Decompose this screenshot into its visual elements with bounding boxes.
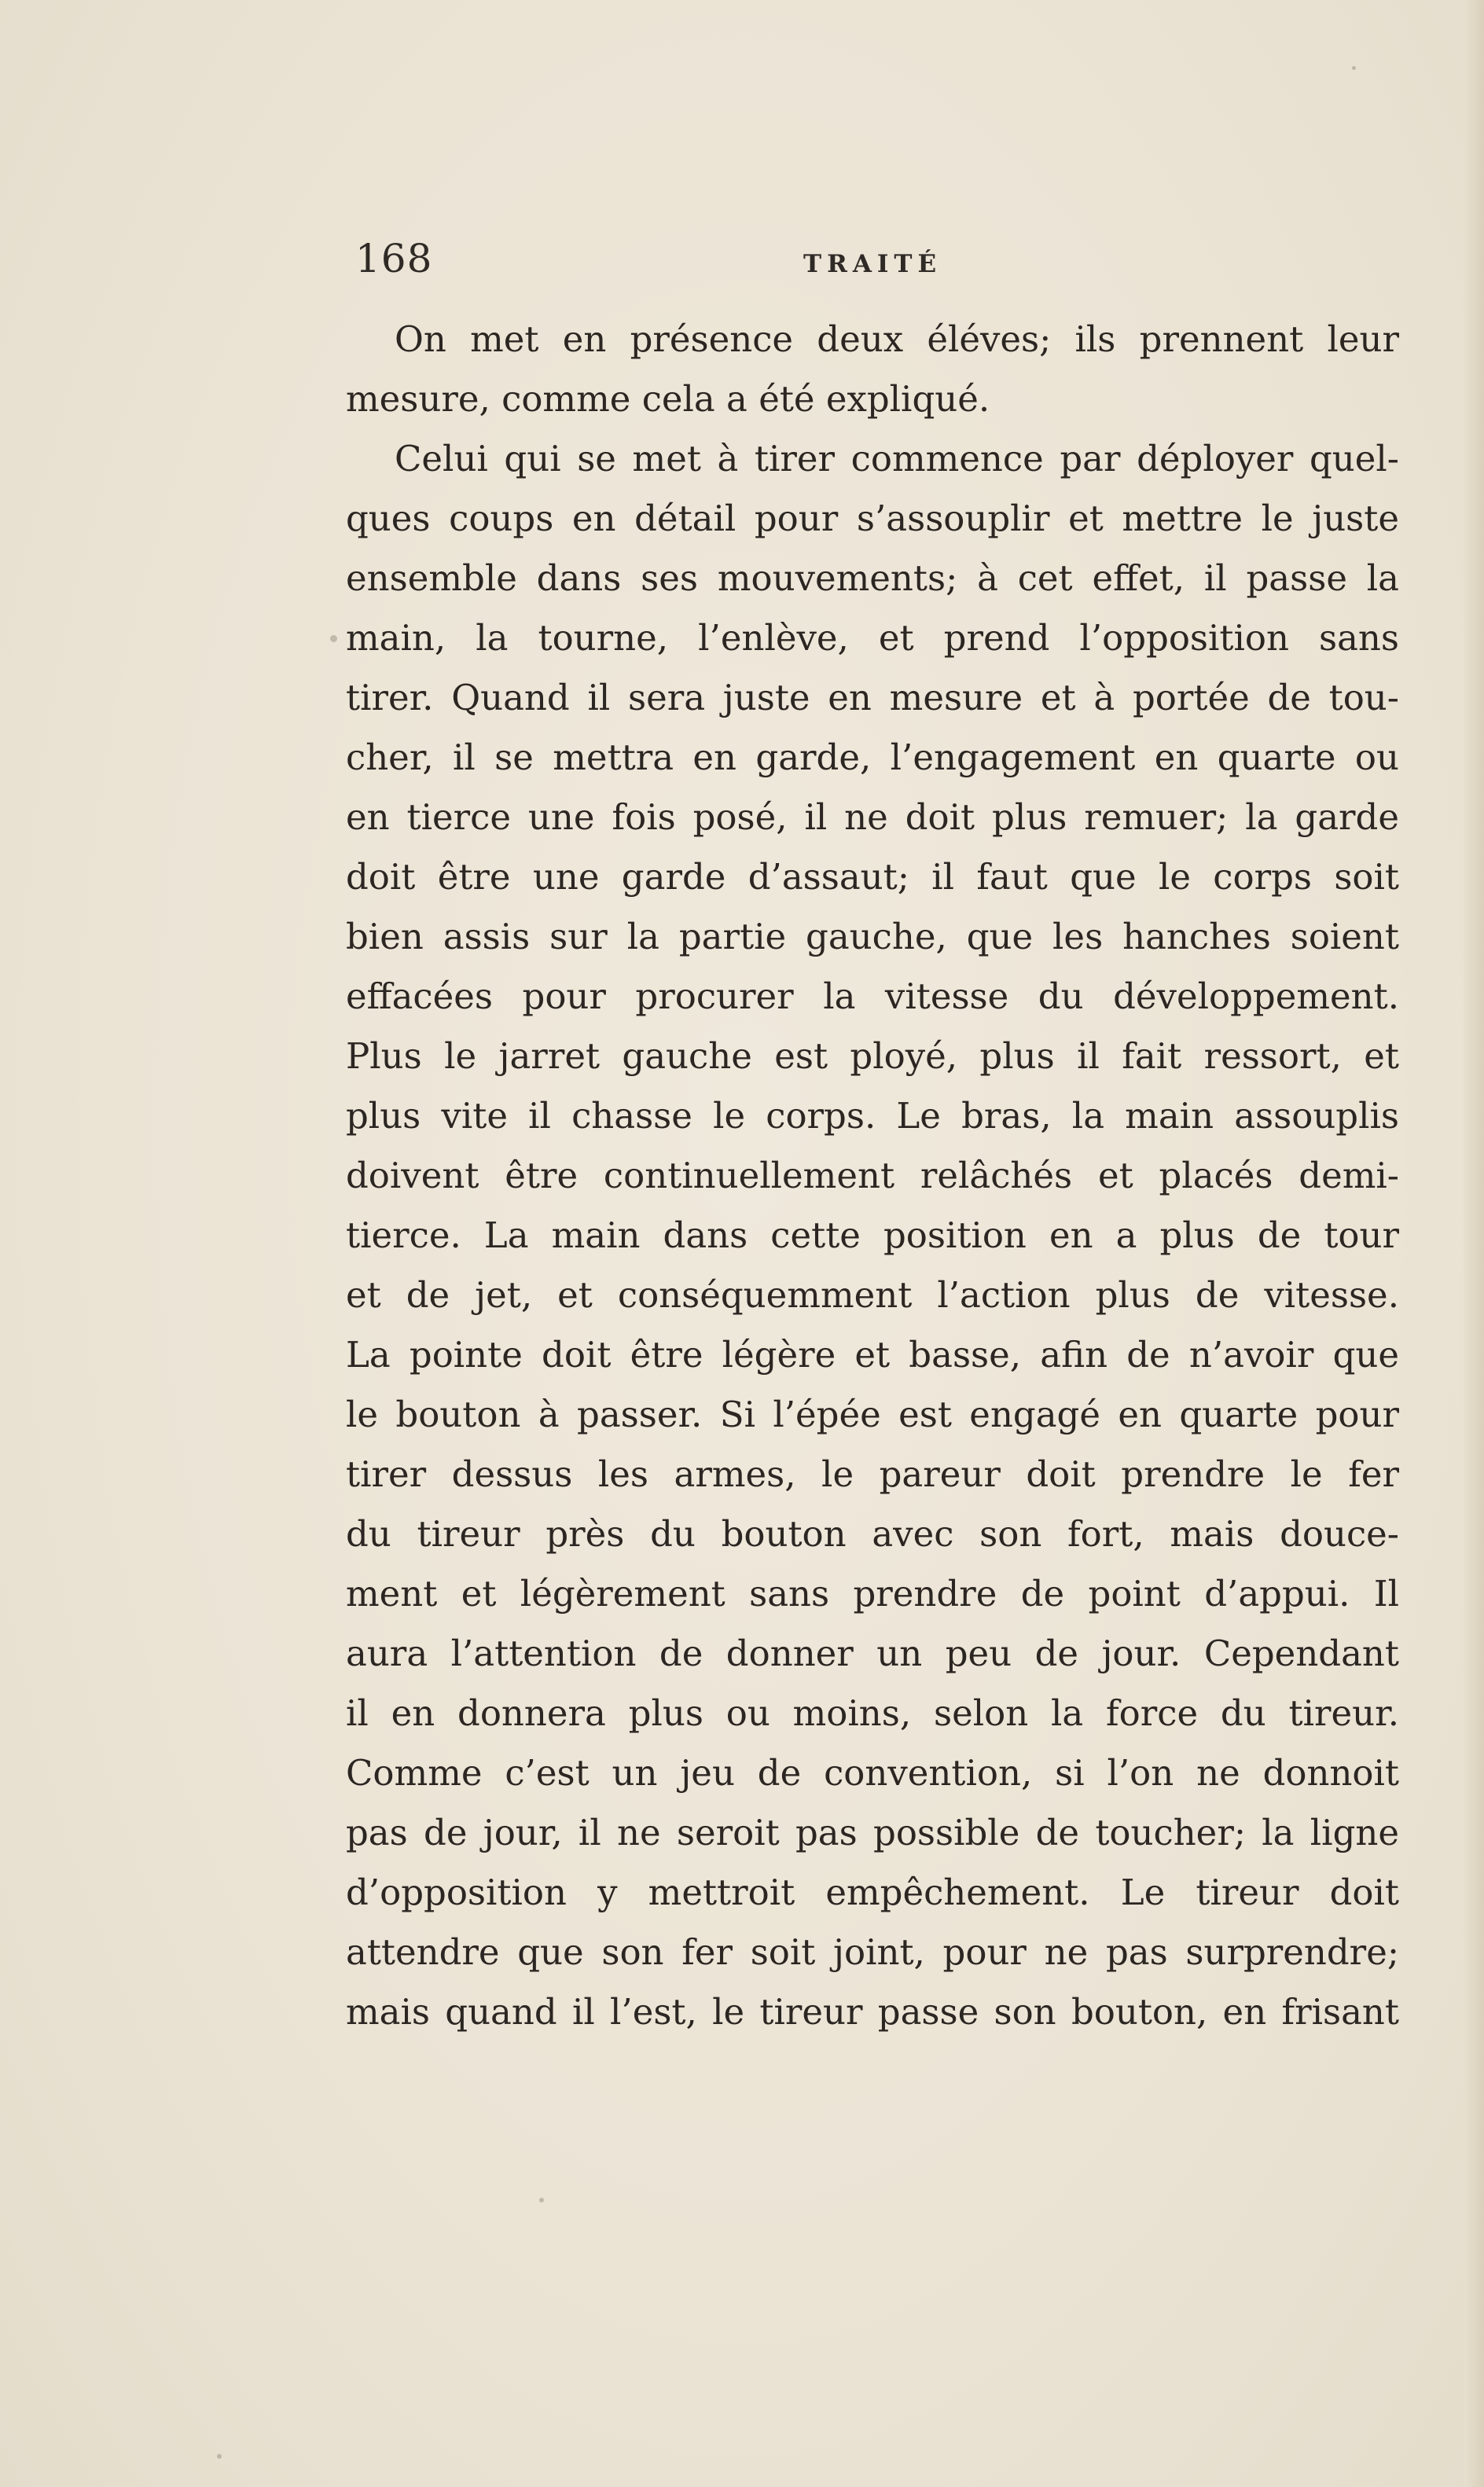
- text-line: attendre que son fer soit joint, pour ne pas surprendre;: [346, 1931, 1399, 1973]
- text-line: en tierce une fois posé, il ne doit plus remuer; la garde: [346, 796, 1399, 838]
- text-line: main, la tourne, l’enlève, et prend l’opposition sans: [346, 617, 1399, 659]
- body-text: [346, 310, 1399, 2042]
- text-line: ensemble dans ses mouvements; à cet effet, il passe la: [346, 557, 1399, 599]
- text-line: Comme c’est un jeu de convention, si l’on ne donnoit: [346, 1752, 1399, 1794]
- text-line: doivent être continuellement relâchés et placés demi-: [346, 1155, 1399, 1196]
- paper-speck: [1352, 66, 1356, 70]
- running-head: TRAITÉ: [803, 250, 942, 278]
- text-line: Plus le jarret gauche est ployé, plus il fait ressort, et: [346, 1035, 1399, 1077]
- text-line: ment et légèrement sans prendre de point d’appui. Il: [346, 1573, 1399, 1615]
- paper-speck: [539, 2198, 544, 2202]
- text-line: il en donnera plus ou moins, selon la force du tireur.: [346, 1692, 1399, 1734]
- text-line: Celui qui se met à tirer commence par déployer quel-: [395, 438, 1399, 479]
- paper-speck: [330, 635, 337, 642]
- text-line: On met en présence deux éléves; ils prennent leur: [395, 318, 1399, 360]
- text-line: plus vite il chasse le corps. Le bras, la main assouplis: [346, 1095, 1399, 1137]
- text-line: doit être une garde d’assaut; il faut que le corps soit: [346, 856, 1399, 898]
- text-line: le bouton à passer. Si l’épée est engagé en quarte pour: [346, 1394, 1399, 1435]
- text-line: tierce. La main dans cette position en a plus de tour: [346, 1214, 1399, 1256]
- text-line: mesure, comme cela a été expliqué.: [346, 378, 990, 420]
- text-line: aura l’attention de donner un peu de jour. Cependant: [346, 1633, 1399, 1674]
- page-number: 168: [355, 236, 433, 281]
- text-line: d’opposition y mettroit empêchement. Le tireur doit: [346, 1872, 1399, 1913]
- text-line: bien assis sur la partie gauche, que les hanches soient: [346, 916, 1399, 957]
- text-line: et de jet, et conséquemment l’action plus de vitesse.: [346, 1274, 1399, 1316]
- text-line: tirer dessus les armes, le pareur doit prendre le fer: [346, 1453, 1399, 1495]
- text-line: pas de jour, il ne seroit pas possible de toucher; la ligne: [346, 1812, 1399, 1853]
- text-line: effacées pour procurer la vitesse du développement.: [346, 975, 1399, 1017]
- text-line: mais quand il l’est, le tireur passe son bouton, en frisant: [346, 1991, 1399, 2033]
- text-line: cher, il se mettra en garde, l’engagement en quarte ou: [346, 737, 1399, 778]
- text-line: tirer. Quand il sera juste en mesure et à portée de tou-: [346, 677, 1399, 718]
- text-line: du tireur près du bouton avec son fort, mais douce-: [346, 1513, 1399, 1555]
- page-edge: [1464, 0, 1484, 2487]
- text-line: La pointe doit être légère et basse, afin de n’avoir que: [346, 1334, 1399, 1376]
- paper-speck: [217, 2454, 222, 2459]
- page-header: [355, 236, 1401, 299]
- text-line: ques coups en détail pour s’assouplir et mettre le juste: [346, 498, 1399, 539]
